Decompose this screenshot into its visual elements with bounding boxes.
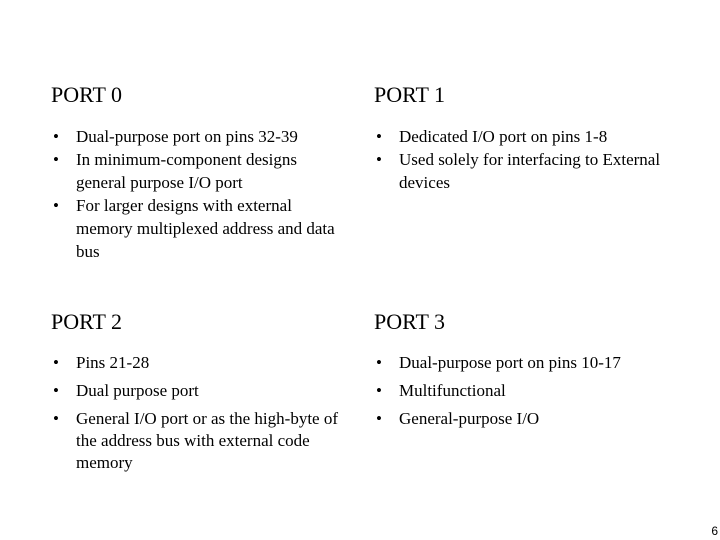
bullet-text: Dual purpose port <box>76 381 199 400</box>
bullet-icon: • <box>53 409 59 428</box>
list-item <box>374 125 674 148</box>
bullet-text: Used solely for interfacing to External devices <box>399 150 661 192</box>
list-item <box>51 125 351 148</box>
bullet-icon: • <box>53 381 59 400</box>
port-3-section <box>374 309 674 430</box>
bullet-text: Pins 21-28 <box>76 353 150 372</box>
list-item <box>51 352 351 374</box>
bullet-text: General I/O port or as the high‑byte of the address bus with external code memory <box>76 409 338 472</box>
bullet-icon: • <box>376 381 382 400</box>
bullet-icon: • <box>53 353 59 372</box>
list-item <box>374 408 674 430</box>
bullet-text: Dedicated I/O port on pins 1-8 <box>399 127 608 146</box>
bullet-text: Dual-purpose port on pins 32-39 <box>76 127 298 146</box>
port-1-heading: PORT 1 <box>374 82 446 107</box>
port-0-bullet-list <box>51 125 351 263</box>
bullet-text: In minimum-component designs general purpose I/O port <box>76 150 297 192</box>
port-1-bullet-list <box>374 125 674 194</box>
list-item <box>51 408 351 474</box>
bullet-text: For larger designs with external memory multiplexed address and data bus <box>76 196 335 261</box>
bullet-icon: • <box>53 196 59 215</box>
port-0-section <box>51 82 351 263</box>
bullet-text: Multifunctional <box>399 381 506 400</box>
list-item <box>374 380 674 402</box>
list-item <box>374 352 674 374</box>
bullet-icon: • <box>376 127 382 146</box>
port-1-section <box>374 82 674 194</box>
list-item <box>51 380 351 402</box>
bullet-icon: • <box>376 409 382 428</box>
bullet-icon: • <box>53 150 59 169</box>
bullet-icon: • <box>376 353 382 372</box>
list-item <box>51 194 351 263</box>
port-2-heading: PORT 2 <box>51 309 123 334</box>
list-item <box>51 148 351 194</box>
port-3-bullet-list <box>374 352 674 430</box>
page-number: 6 <box>711 524 718 538</box>
list-item <box>374 148 674 194</box>
bullet-icon: • <box>376 150 382 169</box>
port-0-heading: PORT 0 <box>51 82 123 107</box>
port-3-heading: PORT 3 <box>374 309 446 334</box>
port-2-bullet-list <box>51 352 351 474</box>
port-2-section <box>51 309 351 474</box>
bullet-icon: • <box>53 127 59 146</box>
bullet-text: Dual-purpose port on pins 10-17 <box>399 353 621 372</box>
bullet-text: General-purpose I/O <box>399 409 540 428</box>
